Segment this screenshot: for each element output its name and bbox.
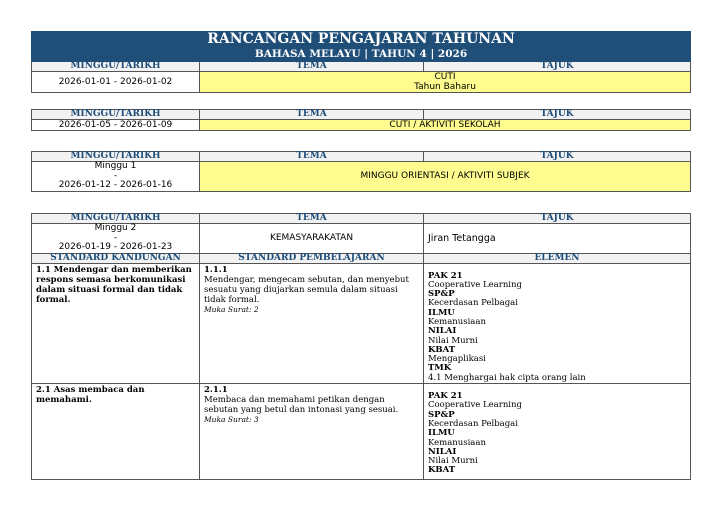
- col-tema: TEMA: [200, 214, 424, 224]
- elemen-label: NILAI: [428, 326, 457, 337]
- elemen-value: Kemanusiaan: [428, 316, 486, 327]
- elemen-label: KBAT: [428, 344, 456, 355]
- activity-cell: MINGGU ORIENTASI / AKTIVITI SUBJEK: [200, 162, 691, 192]
- elemen-cell: [424, 263, 691, 384]
- col-tema: TEMA: [200, 110, 424, 120]
- holiday-name: Tahun Baharu: [414, 82, 476, 92]
- page-title: RANCANGAN PENGAJARAN TAHUNAN: [32, 32, 691, 48]
- elemen-label: SP&P: [428, 289, 455, 300]
- page-subtitle: BAHASA MELAYU | TAHUN 4 | 2026: [32, 48, 691, 62]
- table-header: [32, 152, 691, 162]
- date-cell: [32, 224, 200, 254]
- elemen-label: TMK: [428, 363, 452, 374]
- col-minggu: MINGGU/TARIKH: [32, 110, 200, 120]
- table-block-3: [31, 151, 691, 192]
- activity-cell: CUTI / AKTIVITI SEKOLAH: [200, 120, 691, 131]
- week-date: 2026-01-19 - 2026-01-23: [58, 242, 173, 252]
- table-subheader: [32, 253, 691, 263]
- elemen-label: NILAI: [428, 446, 457, 457]
- col-tajuk: TAJUK: [424, 152, 691, 162]
- date-cell: [32, 162, 200, 192]
- page-ref: Muka Surat: 2: [204, 304, 259, 314]
- elemen-cell: [424, 384, 691, 480]
- col-standard-kandungan: STANDARD KANDUNGAN: [32, 253, 200, 263]
- col-minggu: MINGGU/TARIKH: [32, 62, 200, 72]
- elemen-value: Cooperative Learning: [428, 279, 522, 290]
- sp-text: Membaca dan memahami petikan dengan sebutan yang betul dan intonasi yang sesuai.: [204, 395, 399, 416]
- table-row: [32, 224, 691, 254]
- elemen-value: Kecerdasan Pelbagai: [428, 418, 518, 429]
- elemen-value: Cooperative Learning: [428, 400, 522, 411]
- table-header: [32, 110, 691, 120]
- sp-code: 1.1.1: [204, 264, 228, 275]
- elemen-value: Kecerdasan Pelbagai: [428, 298, 518, 309]
- elemen-label: PAK 21: [428, 270, 463, 281]
- col-tajuk: TAJUK: [424, 214, 691, 224]
- table-block-1: [31, 31, 691, 93]
- sp-code: 2.1.1: [204, 385, 228, 396]
- col-tajuk: TAJUK: [424, 62, 691, 72]
- standard-pembelajaran-cell: [200, 384, 424, 480]
- standard-pembelajaran-cell: [200, 263, 424, 384]
- holiday-cell: [200, 72, 691, 93]
- table-row: [32, 384, 691, 480]
- elemen-label: KBAT: [428, 465, 456, 476]
- holiday-label: CUTI: [434, 72, 456, 82]
- elemen-value: 4.1 Menghargai hak cipta orang lain: [428, 372, 586, 383]
- week-dash: -: [113, 232, 118, 243]
- date-cell: 2026-01-05 - 2026-01-09: [32, 120, 200, 131]
- table-row: [32, 120, 691, 131]
- tema-cell: KEMASYARAKATAN: [200, 224, 424, 254]
- table-row: [32, 263, 691, 384]
- elemen-value: Mengaplikasi: [428, 354, 486, 365]
- week-label: Minggu 1: [94, 161, 137, 171]
- elemen-label: PAK 21: [428, 391, 463, 402]
- standard-kandungan-cell: 2.1 Asas membaca dan memahami.: [32, 384, 200, 480]
- elemen-value: Nilai Murni: [428, 335, 478, 346]
- table-row: [32, 72, 691, 93]
- table-header: [32, 62, 691, 72]
- week-label: Minggu 2: [94, 223, 137, 233]
- col-minggu: MINGGU/TARIKH: [32, 152, 200, 162]
- col-minggu: MINGGU/TARIKH: [32, 214, 200, 224]
- col-tema: TEMA: [200, 152, 424, 162]
- elemen-label: SP&P: [428, 409, 455, 420]
- table-row: [32, 162, 691, 192]
- page-ref: Muka Surat: 3: [204, 415, 259, 425]
- elemen-label: ILMU: [428, 428, 455, 439]
- col-standard-pembelajaran: STANDARD PEMBELAJARAN: [200, 253, 424, 263]
- table-header: [32, 214, 691, 224]
- elemen-value: Nilai Murni: [428, 456, 478, 467]
- elemen-label: ILMU: [428, 307, 455, 318]
- elemen-value: Kemanusiaan: [428, 437, 486, 448]
- date-cell: 2026-01-01 - 2026-01-02: [32, 72, 200, 93]
- tajuk-cell: Jiran Tetangga: [424, 224, 691, 254]
- sp-text: Mendengar, mengecam sebutan, dan menyebut sesuatu yang diujarkan semula dalam situasi tidak formal.: [204, 274, 409, 305]
- table-block-4: [31, 213, 691, 480]
- week-date: 2026-01-12 - 2026-01-16: [58, 180, 173, 190]
- week-dash: -: [113, 170, 118, 181]
- col-elemen: ELEMEN: [424, 253, 691, 263]
- standard-kandungan-cell: 1.1 Mendengar dan memberikan respons semasa berkomunikasi dalam situasi formal dan tidak formal.: [32, 263, 200, 384]
- col-tajuk: TAJUK: [424, 110, 691, 120]
- col-tema: TEMA: [200, 62, 424, 72]
- table-block-2: [31, 109, 691, 131]
